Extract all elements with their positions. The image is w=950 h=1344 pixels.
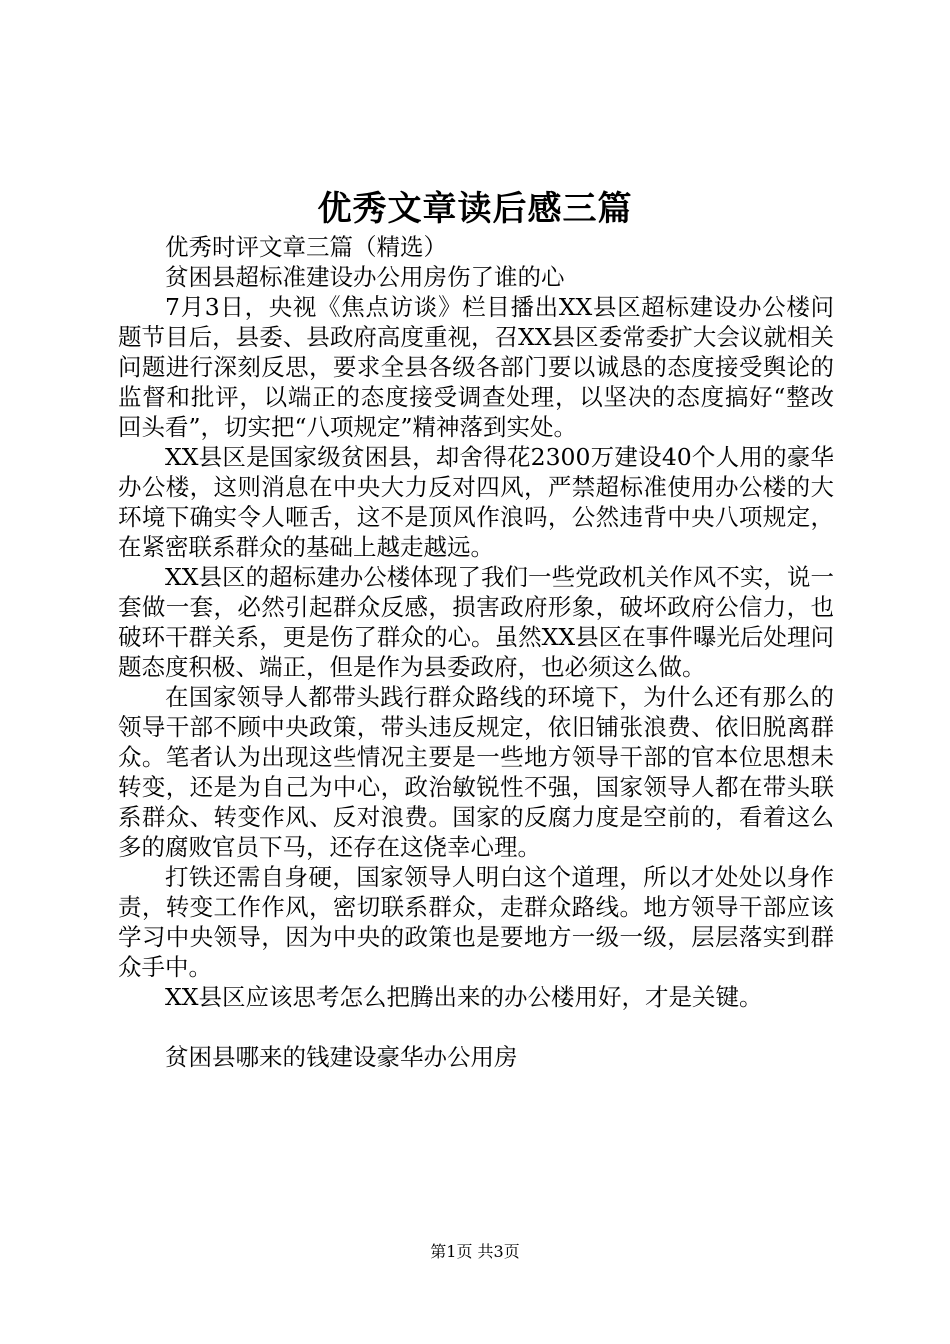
subtitle-line: 优秀时评文章三篇（精选） bbox=[165, 233, 447, 261]
article-title-2: 贫困县哪来的钱建设豪华办公用房 bbox=[165, 1043, 518, 1071]
page-number-footer: 第1页 共3页 bbox=[430, 1242, 520, 1261]
paragraph-2: XX县区是国家级贫困县，却舍得花2300万建设40个人用的豪华办公楼，这则消息在中央大力反对四风，严禁超标准使用办公楼的大环境下确实令人咂舌，这不是顶风作浪吗，公然违背中央八项规定，在紧密联系群众的基础上越走越远。 bbox=[118, 443, 834, 561]
paragraph-3: XX县区的超标建办公楼体现了我们一些党政机关作风不实，说一套做一套，必然引起群众反感，损害政府形象，破坏政府公信力，也破环干群关系，更是伤了群众的心。虽然XX县区在事件曝光后处理问题态度积极、端正，但是作为县委政府，也必须这么做。 bbox=[118, 563, 834, 681]
paragraph-5: 打铁还需自身硬，国家领导人明白这个道理，所以才处处以身作责，转变工作作风，密切联系群众，走群众路线。地方领导干部应该学习中央领导，因为中央的政策也是要地方一级一级，层层落实到群众手中。 bbox=[118, 863, 834, 981]
paragraph-4: 在国家领导人都带头践行群众路线的环境下，为什么还有那么的领导干部不顾中央政策，带头违反规定，依旧铺张浪费、依旧脱离群众。笔者认为出现这些情况主要是一些地方领导干部的官本位思想未转变，还是为自己为中心，政治敏锐性不强，国家领导人都在带头联系群众、转变作风、反对浪费。国家的反腐力度是空前的，看着这么多的腐败官员下马，还存在这侥幸心理。 bbox=[118, 683, 834, 861]
paragraph-6: XX县区应该思考怎么把腾出来的办公楼用好，才是关键。 bbox=[165, 983, 763, 1011]
document-body bbox=[118, 232, 834, 1072]
document-title: 优秀文章读后感三篇 bbox=[317, 189, 633, 229]
blank-line bbox=[118, 1012, 834, 1042]
article-title-1: 贫困县超标准建设办公用房伤了谁的心 bbox=[165, 263, 565, 291]
paragraph-1: 7月3日，央视《焦点访谈》栏目播出XX县区超标建设办公楼问题节目后，县委、县政府高度重视，召XX县区委常委扩大会议就相关问题进行深刻反思，要求全县各级各部门要以诚恳的态度接受舆论的监督和批评，以端正的态度接受调查处理，以坚决的态度搞好“整改回头看”，切实把“八项规定”精神落到实处。 bbox=[118, 293, 834, 441]
